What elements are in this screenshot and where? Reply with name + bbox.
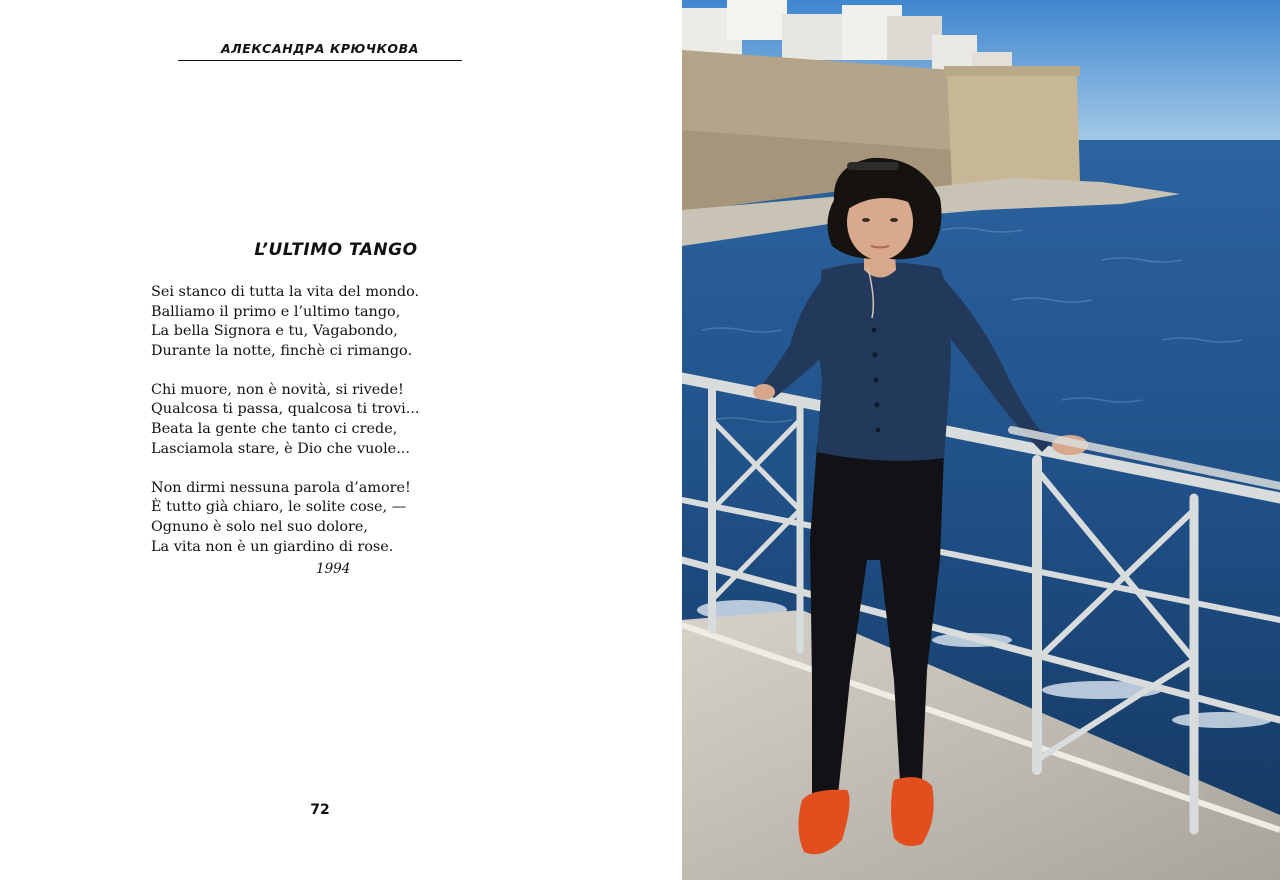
poem-title: L’ULTIMO TANGO: [254, 240, 418, 260]
poem-line: La vita non è un giardino di rose.: [151, 538, 394, 555]
hand-left: [753, 384, 775, 400]
header-rule: [178, 60, 462, 61]
running-head-author: АЛЕКСАНДРА КРЮЧКОВА: [220, 41, 420, 56]
sunglasses-on-head: [847, 162, 899, 170]
watchtower: [947, 72, 1080, 186]
poem-date: 1994: [316, 561, 351, 577]
poem-line: Chi muore, non è novità, si rivede!: [151, 381, 404, 398]
stanza-2: [151, 381, 571, 459]
cardigan: [817, 262, 951, 461]
eye-right: [890, 218, 898, 222]
poem-line: Qualcosa ti passa, qualcosa ti trovi...: [151, 401, 420, 418]
page-number: 72: [310, 802, 330, 818]
watchtower-top: [944, 66, 1080, 76]
poem-line: Balliamo il primo e l’ultimo tango,: [151, 303, 401, 320]
eye-left: [862, 218, 870, 222]
poem-body: [151, 283, 571, 577]
poem-line: Beata la gente che tanto ci crede,: [151, 421, 398, 438]
poem-line: Sei stanco di tutta la vita del mondo.: [151, 284, 420, 300]
poem-line: È tutto già chiaro, le solite cose, —: [151, 499, 407, 516]
poem-line: Ognuno è solo nel suo dolore,: [151, 518, 368, 535]
author-photo: [682, 0, 1280, 880]
poem-line: Lasciamola stare, è Dio che vuole...: [151, 440, 410, 457]
stanza-1: [151, 283, 571, 361]
poem-line: Non dirmi nessuna parola d’amore!: [151, 479, 411, 496]
stanza-3: [151, 479, 571, 557]
poem-line: La bella Signora e tu, Vagabondo,: [151, 323, 398, 340]
poem-line: Durante la notte, finchè ci rimango.: [151, 342, 413, 359]
